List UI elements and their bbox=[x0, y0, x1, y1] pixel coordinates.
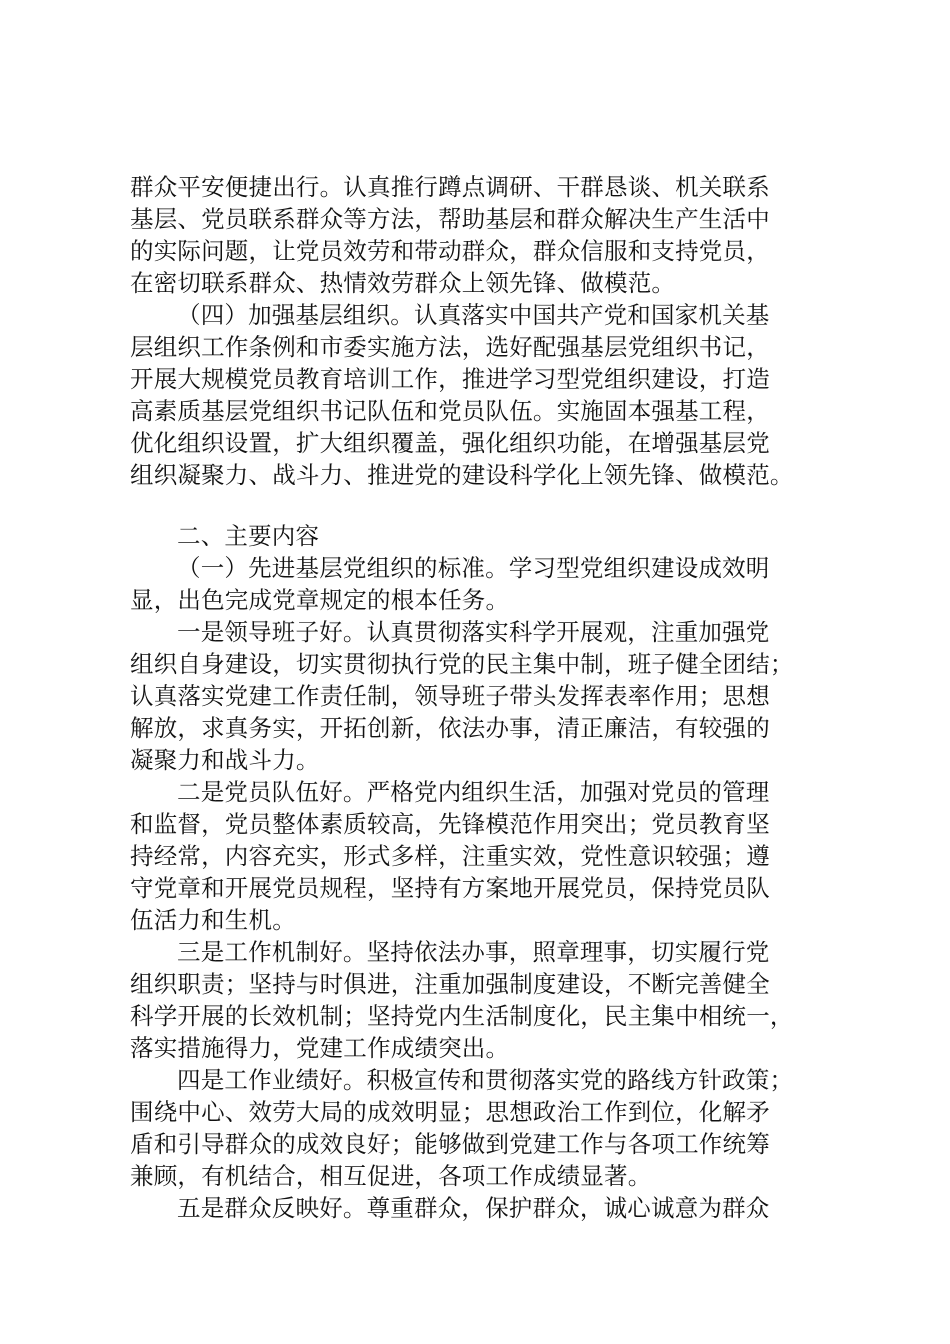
text-line: 组织职责；坚持与时俱进，注重加强制度建设，不断完善健全 bbox=[130, 970, 770, 998]
paragraph-heading-line: （一）先进基层党组织的标准。学习型党组织建设成效明 bbox=[177, 554, 770, 582]
text-line: 优化组织设置，扩大组织覆盖，强化组织功能，在增强基层党 bbox=[130, 429, 770, 457]
section-heading: 二、主要内容 bbox=[177, 522, 320, 550]
paragraph-first-line: 一是领导班子好。认真贯彻落实科学开展观，注重加强党 bbox=[177, 618, 770, 646]
text-line: 兼顾，有机结合，相互促进，各项工作成绩显著。 bbox=[130, 1162, 652, 1190]
paragraph-first-line: 五是群众反映好。尊重群众，保护群众，诚心诚意为群众 bbox=[177, 1194, 770, 1222]
text-line: 盾和引导群众的成效良好；能够做到党建工作与各项工作统筹 bbox=[130, 1130, 770, 1158]
paragraph-first-line: 四是工作业绩好。积极宣传和贯彻落实党的路线方针政策； bbox=[177, 1066, 794, 1094]
text-line: 显，出色完成党章规定的根本任务。 bbox=[130, 586, 510, 614]
text-line: 高素质基层党组织书记队伍和党员队伍。实施固本强基工程， bbox=[130, 397, 770, 425]
text-line: 认真落实党建工作责任制，领导班子带头发挥表率作用；思想 bbox=[130, 682, 770, 710]
paragraph-first-line: 二是党员队伍好。严格党内组织生活，加强对党员的管理 bbox=[177, 778, 770, 806]
text-line: 和监督，党员整体素质较高，先锋模范作用突出；党员教育坚 bbox=[130, 810, 770, 838]
paragraph-first-line: 三是工作机制好。坚持依法办事，照章理事，切实履行党 bbox=[177, 938, 770, 966]
text-line: 解放，求真务实，开拓创新，依法办事，清正廉洁，有较强的 bbox=[130, 714, 770, 742]
text-line: 层组织工作条例和市委实施方法，选好配强基层党组织书记， bbox=[130, 333, 770, 361]
text-line: 的实际问题，让党员效劳和带动群众，群众信服和支持党员， bbox=[130, 237, 770, 265]
text-line: 守党章和开展党员规程，坚持有方案地开展党员，保持党员队 bbox=[130, 874, 770, 902]
text-line: 群众平安便捷出行。认真推行蹲点调研、干群恳谈、机关联系 bbox=[130, 173, 770, 201]
text-block-main-content bbox=[130, 520, 830, 1224]
text-line: 伍活力和生机。 bbox=[130, 906, 296, 934]
text-line: 开展大规模党员教育培训工作，推进学习型党组织建设，打造 bbox=[130, 365, 770, 393]
text-block-continuation bbox=[130, 171, 830, 491]
text-line: 基层、党员联系群众等方法，帮助基层和群众解决生产生活中 bbox=[130, 205, 770, 233]
text-line: 落实措施得力，党建工作成绩突出。 bbox=[130, 1034, 510, 1062]
text-line: 凝聚力和战斗力。 bbox=[130, 746, 320, 774]
text-line: 在密切联系群众、热情效劳群众上领先锋、做模范。 bbox=[130, 269, 676, 297]
text-line: 科学开展的长效机制；坚持党内生活制度化，民主集中相统一， bbox=[130, 1002, 794, 1030]
text-line: 组织自身建设，切实贯彻执行党的民主集中制，班子健全团结； bbox=[130, 650, 794, 678]
text-line: 组织凝聚力、战斗力、推进党的建设科学化上领先锋、做模范。 bbox=[130, 461, 794, 489]
paragraph-heading-line: （四）加强基层组织。认真落实中国共产党和国家机关基 bbox=[177, 301, 770, 329]
text-line: 围绕中心、效劳大局的成效明显；思想政治工作到位，化解矛 bbox=[130, 1098, 770, 1126]
text-line: 持经常，内容充实，形式多样，注重实效，党性意识较强；遵 bbox=[130, 842, 770, 870]
